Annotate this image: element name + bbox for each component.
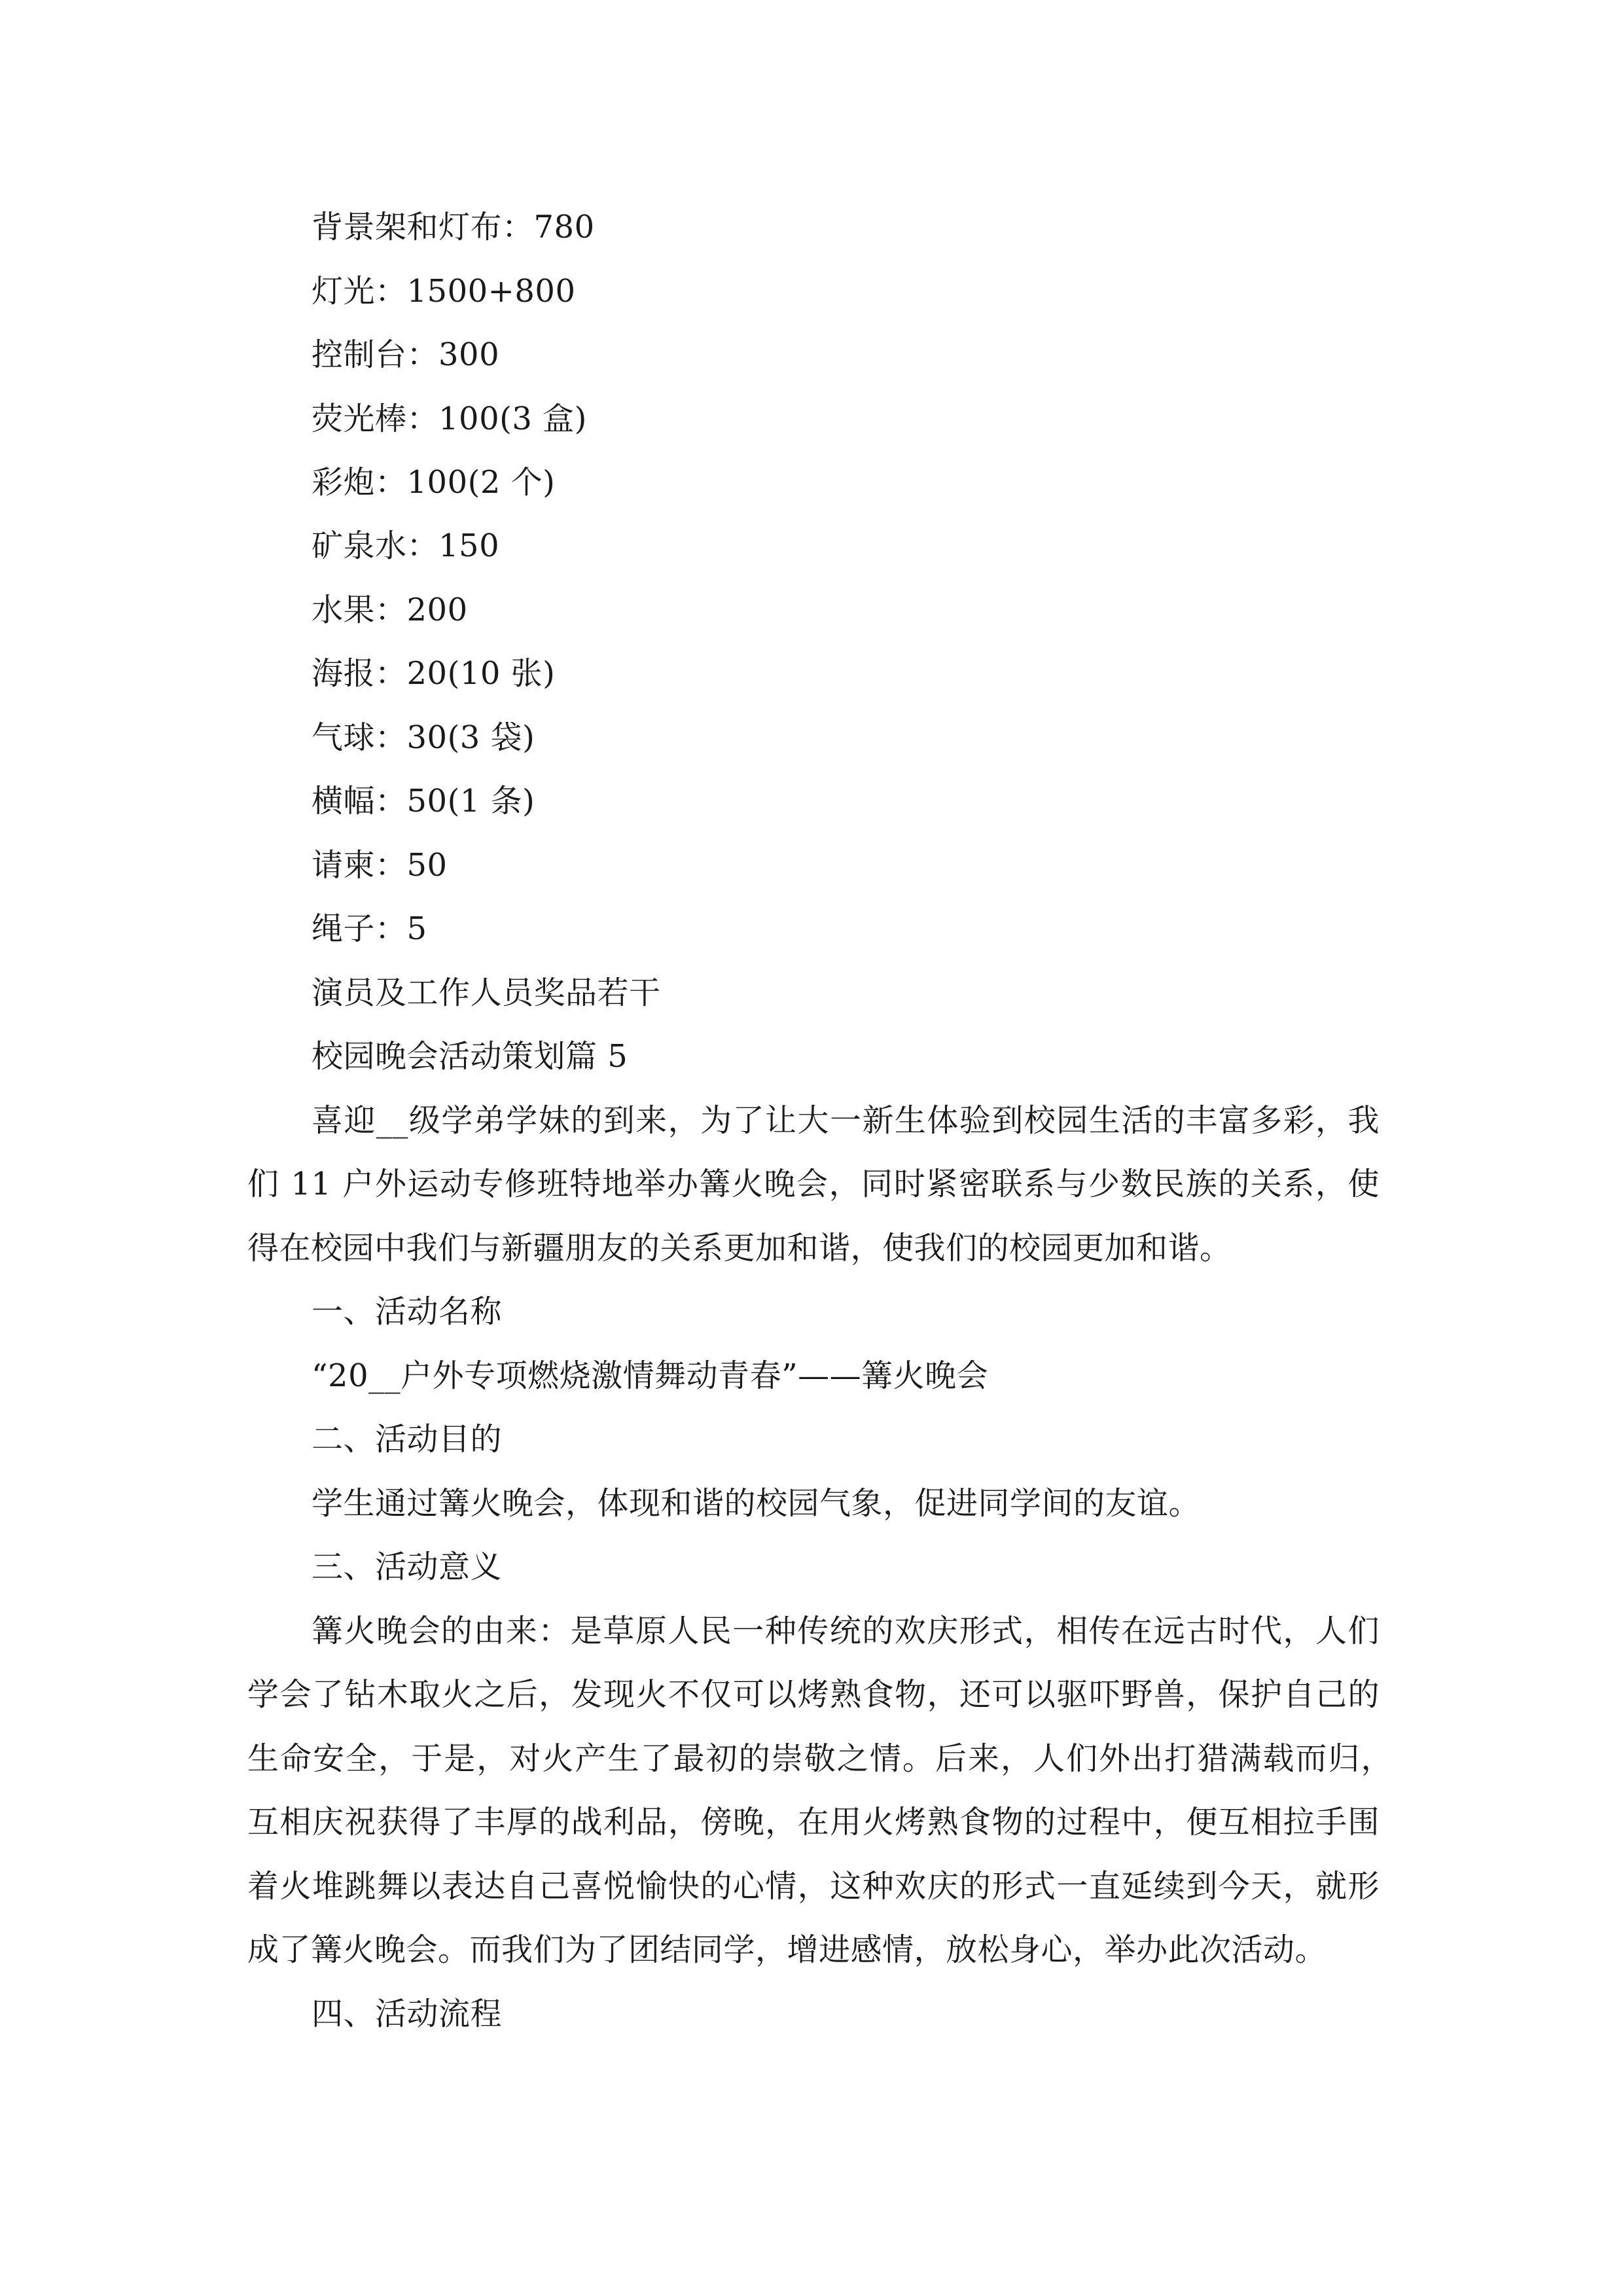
heading-activity-significance: 三、活动意义 <box>312 1549 503 1585</box>
budget-item: 水果：200 <box>312 592 468 628</box>
budget-item: 横幅：50(1 条) <box>312 783 535 819</box>
budget-item: 绳子：5 <box>312 910 427 947</box>
budget-item: 海报：20(10 张) <box>312 655 556 692</box>
intro-line: 们 11 户外运动专修班特地举办篝火晚会，同时紧密联系与少数民族的关系，使 <box>247 1166 1380 1202</box>
significance-line: 生命安全，于是，对火产生了最初的崇敬之情。后来，人们外出打猎满载而归， <box>247 1740 1393 1777</box>
intro-line: 喜迎__级学弟学妹的到来，为了让大一新生体验到校园生活的丰富多彩，我 <box>312 1102 1380 1139</box>
budget-item: 矿泉水：150 <box>312 528 500 564</box>
heading-activity-purpose: 二、活动目的 <box>312 1421 503 1458</box>
budget-item: 演员及工作人员奖品若干 <box>312 975 661 1011</box>
significance-line: 成了篝火晚会。而我们为了团结同学，增进感情，放松身心，举办此次活动。 <box>247 1931 1327 1968</box>
section-title: 校园晚会活动策划篇 5 <box>312 1038 628 1075</box>
budget-item: 控制台：300 <box>312 336 500 373</box>
budget-item: 彩炮：100(2 个) <box>312 464 556 501</box>
budget-item: 气球：30(3 袋) <box>312 719 535 756</box>
intro-line: 得在校园中我们与新疆朋友的关系更加和谐，使我们的校园更加和谐。 <box>247 1230 1232 1266</box>
activity-name-text: “20__户外专项燃烧激情舞动青春”——篝火晚会 <box>312 1357 989 1394</box>
significance-line: 着火堆跳舞以表达自己喜悦愉快的心情，这种欢庆的形式一直延续到今天，就形 <box>247 1868 1380 1905</box>
budget-item: 荧光棒：100(3 盒) <box>312 401 587 437</box>
budget-item: 背景架和灯布：780 <box>312 209 595 245</box>
heading-activity-process: 四、活动流程 <box>312 1996 503 2032</box>
budget-item: 请柬：50 <box>312 847 448 884</box>
activity-purpose-text: 学生通过篝火晚会，体现和谐的校园气象，促进同学间的友谊。 <box>312 1485 1201 1522</box>
budget-item: 灯光：1500+800 <box>312 273 576 310</box>
significance-line: 互相庆祝获得了丰厚的战利品，傍晚，在用火烤熟食物的过程中，便互相拉手围 <box>247 1804 1380 1840</box>
significance-line: 学会了钻木取火之后，发现火不仅可以烤熟食物，还可以驱吓野兽，保护自己的 <box>247 1676 1380 1713</box>
heading-activity-name: 一、活动名称 <box>312 1293 503 1330</box>
significance-line: 篝火晚会的由来：是草原人民一种传统的欢庆形式，相传在远古时代，人们 <box>312 1613 1380 1649</box>
